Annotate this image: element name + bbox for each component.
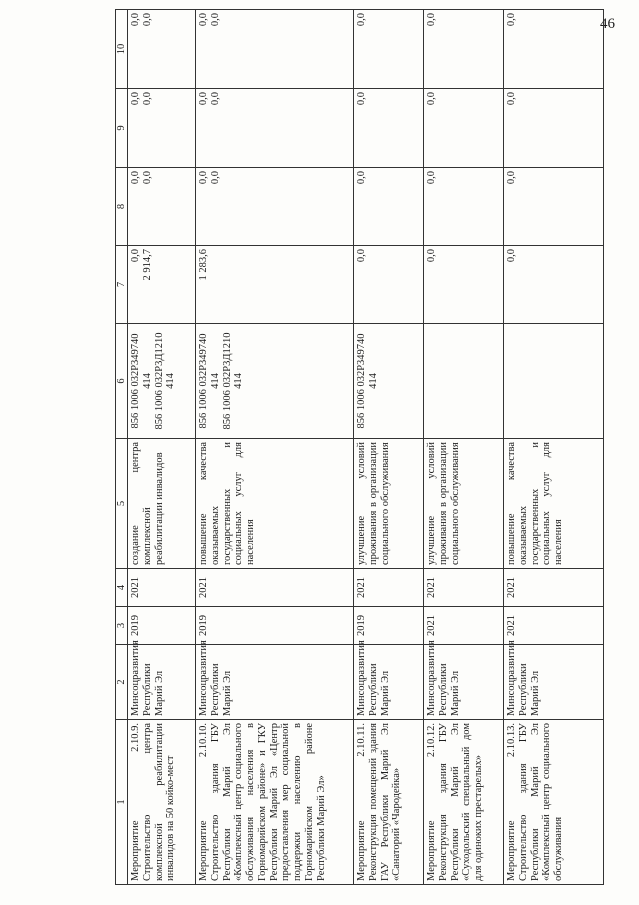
value-line: 0,0 — [141, 13, 153, 27]
col-header-3: 3 — [116, 607, 128, 645]
result-cell: повышение качества оказываемых государственных и социальных услуг для населения — [504, 439, 604, 569]
executor-cell: Минсоцразвития Республики Марий Эл — [504, 645, 604, 720]
value-line: 1 283,6 — [198, 249, 209, 281]
value-cell: 0,0 — [354, 10, 424, 89]
executor-cell: Минсоцразвития Республики Марий Эл — [128, 645, 196, 720]
measure-cell: Мероприятие 2.10.9. Строительство центра комплексной реабилитации инвалидов на 50 койко-мест — [128, 720, 196, 885]
value-line: 0,0 — [130, 92, 141, 106]
end-year-cell: 2021 — [196, 569, 354, 607]
measures-table — [115, 9, 604, 885]
table-row — [424, 10, 504, 885]
end-year-cell: 2021 — [354, 569, 424, 607]
col-header-6: 6 — [116, 324, 128, 439]
page-number: 46 — [600, 16, 615, 32]
value-cell: 0,0 — [424, 10, 504, 89]
col-header-7: 7 — [116, 246, 128, 324]
result-cell: повышение качества оказываемых государственных и социальных услуг для населения — [196, 439, 354, 569]
col-header-2: 2 — [116, 645, 128, 720]
result-cell: создание центра комплексной реабилитации инвалидов — [128, 439, 196, 569]
value-line: 0,0 — [198, 92, 209, 106]
result-cell: улучшение условий проживания в организации социального обслуживания — [424, 439, 504, 569]
col-header-1: 1 — [116, 720, 128, 885]
value-cell: 0,0 — [424, 89, 504, 168]
start-year-cell: 2019 — [196, 607, 354, 645]
value-line: 0,0 — [198, 171, 209, 185]
table-row — [128, 10, 196, 885]
value-line: 0,0 — [130, 171, 141, 185]
col-header-8: 8 — [116, 168, 128, 246]
value-line: 0,0 — [209, 13, 221, 27]
budget-code-cell — [128, 324, 196, 439]
value-cell — [128, 89, 196, 168]
value-line: 0,0 — [130, 13, 141, 27]
col-header-4: 4 — [116, 569, 128, 607]
value-cell — [196, 168, 354, 246]
budget-code-cell — [424, 324, 504, 439]
table-row — [196, 10, 354, 885]
table-row — [504, 10, 604, 885]
value-line: 2 914,7 — [141, 249, 153, 281]
end-year-cell: 2021 — [504, 569, 604, 607]
value-line: 0,0 — [209, 171, 221, 185]
value-cell: 0,0 — [424, 168, 504, 246]
budget-code-line: 856 1006 032P349740 414 — [130, 333, 153, 429]
value-cell: 0,0 — [424, 246, 504, 324]
value-line: 0,0 — [141, 92, 153, 106]
executor-cell: Минсоцразвития Республики Марий Эл — [196, 645, 354, 720]
value-line: 0,0 — [130, 249, 141, 263]
executor-cell: Минсоцразвития Республики Марий Эл — [424, 645, 504, 720]
end-year-cell: 2021 — [128, 569, 196, 607]
value-cell — [128, 168, 196, 246]
value-line: 0,0 — [209, 92, 221, 106]
value-cell — [128, 10, 196, 89]
measure-cell: Мероприятие 2.10.11. Реконструкция помещений здания ГАУ Республики Марий Эл «Санаторий «Чародейка» — [354, 720, 424, 885]
measure-cell: Мероприятие 2.10.10. Строительство здания ГБУ Республики Марий Эл «Комплексный центр социального обслуживания населения в Горномарийском районе» и ГКУ Республики Марий Эл «Центр предоставления мер социальной поддержки населению в Горномарийском районе Республики Марий Эл» — [196, 720, 354, 885]
value-cell: 0,0 — [354, 168, 424, 246]
value-cell — [196, 246, 354, 324]
start-year-cell: 2019 — [128, 607, 196, 645]
value-cell: 0,0 — [504, 10, 604, 89]
budget-code-line: 856 1006 032P3Д1210 414 — [221, 332, 245, 430]
value-cell — [128, 246, 196, 324]
value-line: 0,0 — [198, 13, 209, 27]
start-year-cell: 2019 — [354, 607, 424, 645]
value-cell: 0,0 — [354, 89, 424, 168]
value-cell — [196, 89, 354, 168]
value-cell: 0,0 — [504, 168, 604, 246]
result-cell: улучшение условий проживания в организации социального обслуживания — [354, 439, 424, 569]
measure-cell: Мероприятие 2.10.13. Строительство здания ГБУ Республики Марий Эл «Комплексный центр социального обслуживания — [504, 720, 604, 885]
col-header-5: 5 — [116, 439, 128, 569]
budget-code-line: 856 1006 032P349740 414 — [198, 333, 221, 429]
value-line: 0,0 — [141, 171, 153, 185]
value-cell — [196, 10, 354, 89]
value-cell: 0,0 — [504, 89, 604, 168]
value-cell: 0,0 — [354, 246, 424, 324]
budget-code-cell — [196, 324, 354, 439]
header-row — [116, 10, 128, 885]
col-header-9: 9 — [116, 89, 128, 168]
col-header-10: 10 — [116, 10, 128, 89]
budget-code-line: 856 1006 032P349740 414 — [356, 333, 379, 429]
budget-code-cell — [504, 324, 604, 439]
budget-code-cell — [354, 324, 424, 439]
measure-cell: Мероприятие 2.10.12. Реконструкция здания ГБУ Республики Марий Эл «Суходольский специальный дом для одиноких престарелых» — [424, 720, 504, 885]
value-cell: 0,0 — [504, 246, 604, 324]
end-year-cell: 2021 — [424, 569, 504, 607]
rotated-table-container — [115, 10, 605, 885]
table-row — [354, 10, 424, 885]
executor-cell: Минсоцразвития Республики Марий Эл — [354, 645, 424, 720]
start-year-cell: 2021 — [424, 607, 504, 645]
budget-code-line: 856 1006 032P3Д1210 414 — [153, 332, 177, 430]
start-year-cell: 2021 — [504, 607, 604, 645]
